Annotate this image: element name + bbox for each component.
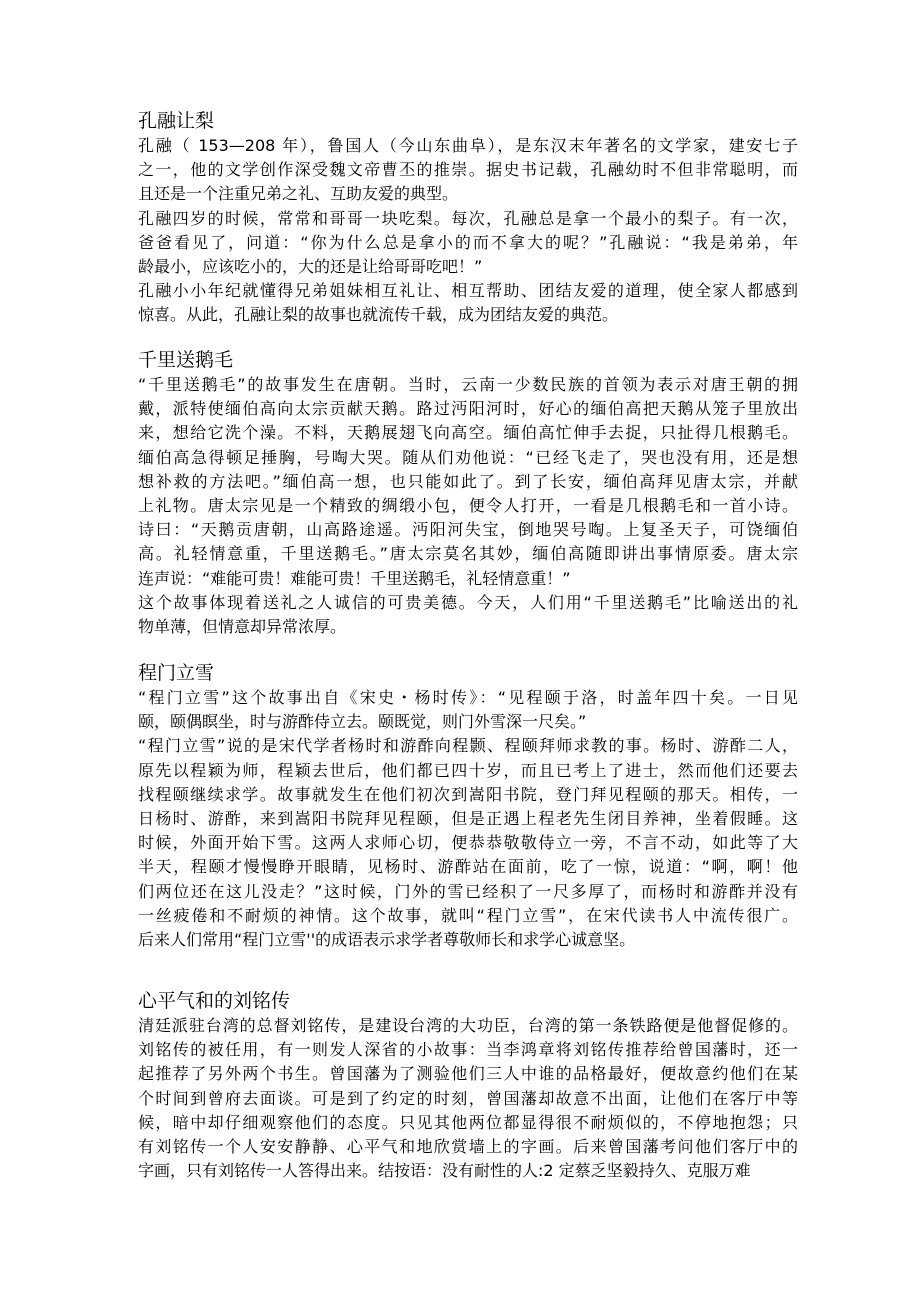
- text-line: 刘铭传的被任用，有一则发人深省的小故事：当李鸿章将刘铭传推荐给曾国藩时，还一: [138, 1040, 798, 1060]
- story-title: 千里送鹅毛: [138, 349, 234, 371]
- story-liu-mingchuan: [138, 988, 798, 1183]
- text-line: 来，想给它洗个澡。不料，天鹅展翅飞向高空。缅伯高忙伸手去捉，只扯得几根鹅毛。: [138, 423, 798, 443]
- paragraph: [138, 686, 798, 734]
- text-line: 半天，程颐才慢慢睁开眼睛，见杨时、游酢站在面前，吃了一惊，说道：“啊，啊！他: [138, 857, 798, 877]
- text-line: 之一，他的文学创作深受魏文帝曹丕的推崇。据史书记载，孔融幼时不但非常聪明，而: [138, 160, 798, 180]
- text-line: 缅伯高急得顿足捶胸，号啕大哭。随从们劝他说：“已经飞走了，哭也没有用，还是想: [138, 447, 798, 467]
- text-line: 时候，外面开始下雪。这两人求师心切，便恭恭敬敬侍立一旁，不言不动，如此等了大: [138, 833, 798, 853]
- story-kongrong: [138, 108, 798, 328]
- text-line: 个时间到曾府去面谈。可是到了约定的时刻，曾国藩却故意不出面，让他们在客厅中等: [138, 1088, 798, 1108]
- paragraph: [138, 591, 798, 639]
- text-line: 龄最小，应该吃小的，大的还是让给哥哥吃吧！”: [138, 256, 483, 276]
- text-line: “千里送鹅毛”的故事发生在唐朝。当时，云南一少数民族的首领为表示对唐王朝的拥: [138, 375, 798, 394]
- text-line: 上礼物。唐太宗见是一个精致的绸缎小包，便令人打开，一看是几根鹅毛和一首小诗。: [138, 495, 798, 515]
- text-line: 一丝疲倦和不耐烦的神情。这个故事，就叫“程门立雪”，在宋代读书人中流传很广。: [138, 905, 798, 925]
- text-line: 且还是一个注重兄弟之礼、互助友爱的典型。: [138, 184, 459, 204]
- paragraph: [138, 734, 798, 952]
- text-line: 连声说：“难能可贵！难能可贵！千里送鹅毛，礼轻情意重！”: [138, 568, 571, 588]
- text-line: 字画，只有刘铭传一人答得出来。结按语：没有耐性的人:2 定蔡乏坚毅持久、克服万难: [138, 1161, 751, 1181]
- text-line: 有刘铭传一个人安安静静、心平气和地欣赏墙上的字画。后来曾国藩考问他们客厅中的: [138, 1136, 798, 1156]
- story-cheng-gate-snow: [138, 660, 798, 952]
- text-line: 候，暗中却仔细观察他们的态度。只见其他两位都显得很不耐烦似的，不停地抱怨；只: [138, 1112, 798, 1132]
- text-line: “程门立雪”这个故事出自《宋史・杨时传》：“见程颐于洛，时盖年四十矣。一日见: [138, 688, 798, 707]
- text-line: 日杨时、游酢，来到嵩阳书院拜见程颐，但是正遇上程老先生闭目养神，坐着假睡。这: [138, 808, 798, 828]
- text-line: 惊喜。从此，孔融让梨的故事也就流传千载，成为团结友爱的典范。: [138, 305, 619, 325]
- text-line: 想补救的方法吧。”缅伯高一想，也只能如此了。到了长安，缅伯高拜见唐太宗，并献: [138, 471, 798, 491]
- story-title: 心平气和的刘铭传: [138, 990, 291, 1012]
- text-line: 清廷派驻台湾的总督刘铭传，是建设台湾的大功臣，台湾的第一条铁路便是他督促修的。: [138, 1016, 798, 1035]
- text-line: 爸爸看见了，问道：“你为什么总是拿小的而不拿大的呢？”孔融说：“我是弟弟，年: [138, 232, 798, 252]
- paragraph: [138, 207, 798, 280]
- text-line: 高。礼轻情意重，千里送鹅毛。”唐太宗莫名其妙，缅伯高随即讲出事情原委。唐太宗: [138, 544, 798, 564]
- paragraph: [138, 373, 798, 591]
- text-line: 后来人们常用“程门立雪''的成语表示求学者尊敬师长和求学心诚意坚。: [138, 929, 636, 949]
- text-line: 这个故事体现着送礼之人诚信的可贵美德。今天，人们用“千里送鹅毛”比喻送出的礼: [138, 592, 798, 612]
- story-title: 孔融让梨: [138, 110, 215, 132]
- text-line: 找程颐继续求学。故事就发生在他们初次到嵩阳书院，登门拜见程颐的那天。相传，一: [138, 784, 798, 804]
- text-line: 孔融小小年纪就懂得兄弟姐妹相互礼让、相互帮助、团结友爱的道理，使全家人都感到: [138, 281, 798, 301]
- paragraph: [138, 279, 798, 327]
- text-line: 物单薄，但情意却异常浓厚。: [138, 616, 347, 636]
- story-title: 程门立雪: [138, 662, 215, 684]
- text-line: 们两位还在这儿没走？”这时候，门外的雪已经积了一尺多厚了，而杨时和游酢并没有: [138, 881, 798, 901]
- text-line: 孔融（ 153—208 年），鲁国人（今山东曲阜），是东汉末年著名的文学家，建安七子: [138, 136, 798, 155]
- text-line: 孔融四岁的时候，常常和哥哥一块吃梨。每次，孔融总是拿一个最小的梨子。有一次，: [138, 208, 798, 228]
- text-line: 原先以程颖为师，程颖去世后，他们都已四十岁，而且已考上了进士，然而他们还要去: [138, 760, 798, 780]
- paragraph: [138, 134, 798, 207]
- text-line: “程门立雪”说的是宋代学者杨时和游酢向程颢、程颐拜师求教的事。杨时、游酢二人，: [138, 736, 798, 756]
- paragraph: [138, 1014, 798, 1183]
- story-goose-feather: [138, 347, 798, 639]
- text-line: 戴，派特使缅伯高向太宗贡献天鹅。路过沔阳河时，好心的缅伯高把天鹅从笼子里放出: [138, 399, 798, 419]
- text-line: 颐，颐偶瞑坐，时与游酢侍立去。颐既觉，则门外雪深一尺矣。”: [138, 712, 587, 732]
- text-line: 起推荐了另外两个书生。曾国藩为了测验他们三人中谁的品格最好，便故意约他们在某: [138, 1064, 798, 1084]
- text-line: 诗曰：“天鹅贡唐朝，山高路途遥。沔阳河失宝，倒地哭号啕。上复圣天子，可饶缅伯: [138, 520, 798, 540]
